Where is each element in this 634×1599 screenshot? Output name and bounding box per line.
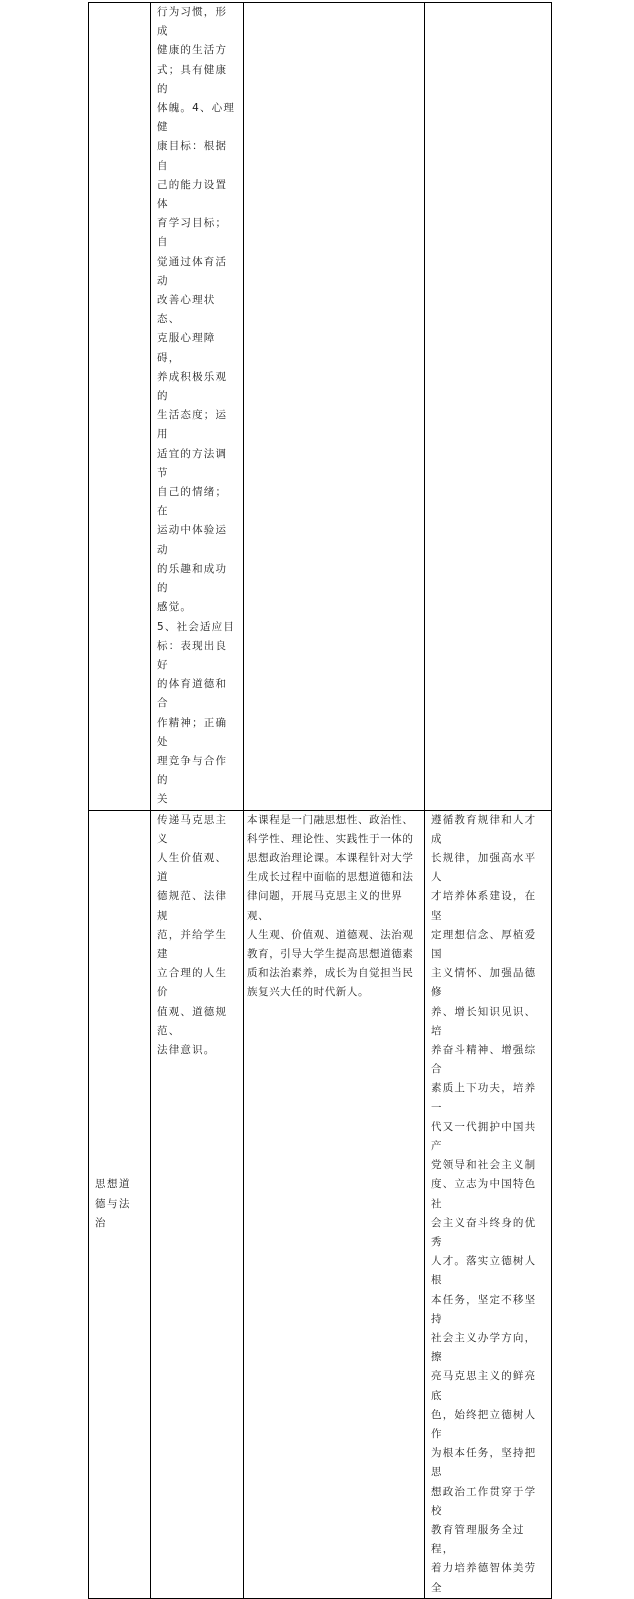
text-line: 质和法治素养，成长为自觉担当民: [247, 967, 414, 980]
course-requirement-text: [425, 811, 551, 1598]
course-objective-text: [151, 3, 243, 810]
text-line: 亮马克思主义的鲜亮底: [431, 1370, 537, 1402]
text-line: 代又一代拥护中国共产: [431, 1120, 537, 1152]
course-content-cell: [244, 810, 425, 1598]
text-line: 养、增长知识见识、培: [431, 1005, 537, 1037]
course-content-cell: [244, 3, 425, 811]
text-line: 育学习目标；自: [157, 217, 228, 249]
text-line: 科学性、理论性、实践性于一体的: [247, 832, 414, 845]
text-line: 色，始终把立德树人作: [431, 1408, 537, 1441]
text-line: 本任务，坚定不移坚持: [431, 1293, 537, 1325]
text-line: 教育，引导大学生提高思想道德素: [247, 947, 414, 960]
text-line: 族复兴大任的时代新人。: [247, 986, 370, 999]
course-requirement-cell: [425, 810, 552, 1598]
text-line: 自己的情绪；在: [157, 486, 228, 518]
text-line: 的乐趣和成功的: [157, 562, 228, 595]
course-objective-cell: [151, 3, 244, 811]
text-line: 改善心理状态、: [157, 294, 216, 326]
course-content-text: [244, 811, 424, 1003]
text-line: 适宜的方法调节: [157, 447, 228, 479]
course-requirement-cell: [425, 3, 552, 811]
text-line: 养成积极乐观的: [157, 370, 228, 403]
course-name-cell: [89, 3, 151, 811]
curriculum-table: [88, 2, 552, 1599]
text-line: 养奋斗精神、增强综合: [431, 1043, 537, 1076]
text-line: 值观、道德规范、: [157, 1005, 228, 1037]
text-line: 社会主义办学方向，擦: [431, 1332, 537, 1364]
text-line: 作精神；正确处: [157, 716, 228, 748]
text-line: 生成长过程中面临的思想道德和法: [247, 871, 414, 884]
text-line: 的体育道德和合: [157, 678, 228, 710]
text-line: 行为习惯，形成: [157, 6, 228, 38]
text-line: 生活态度；运用: [157, 409, 228, 441]
text-line: 式；具有健康的: [157, 63, 228, 95]
text-line: 5、社会适应目: [157, 620, 236, 633]
text-line: 度、立志为中国特色社: [431, 1178, 537, 1210]
text-line: 德规范、法律规: [157, 890, 228, 922]
text-line: 觉通过体育活动: [157, 255, 228, 287]
course-objective-text: [151, 811, 243, 1061]
course-objective-cell: [151, 810, 244, 1598]
text-line: 遵循教育规律和人才成: [431, 813, 537, 845]
text-line: 素质上下功夫，培养一: [431, 1082, 537, 1114]
text-line: 克服心理障碍，: [157, 332, 216, 364]
text-line: 立合理的人生价: [157, 967, 228, 999]
text-line: 关: [157, 793, 169, 806]
table-row: [89, 810, 552, 1598]
text-line: 长规律，加强高水平人: [431, 851, 537, 884]
text-line: 范，并给学生建: [157, 928, 228, 960]
text-line: 律问题，开展马克思主义的世界观、: [247, 890, 403, 922]
text-line: 标：表现出良好: [157, 639, 228, 671]
table-row: [89, 3, 552, 811]
text-line: 教育管理服务全过程，: [431, 1524, 525, 1556]
text-line: 才培养体系建设，在坚: [431, 890, 537, 922]
text-line: 会主义奋斗终身的优秀: [431, 1216, 537, 1248]
text-line: 传递马克思主义: [157, 813, 228, 845]
course-name-text: [95, 1175, 146, 1233]
course-name-cell: [89, 810, 151, 1598]
text-line: 主义情怀、加强品德修: [431, 967, 537, 999]
text-line: 思想政治理论课。本课程针对大学: [247, 851, 414, 864]
text-line: 康目标：根据自: [157, 140, 228, 172]
text-line: 为根本任务，坚持把思: [431, 1447, 537, 1479]
text-line: 人生观、价值观、道德观、法治观: [247, 928, 414, 941]
text-line: 感觉。: [157, 601, 193, 614]
text-line: 体魄。4、心理健: [157, 102, 236, 134]
text-line: 党领导和社会主义制: [431, 1159, 537, 1172]
text-line: 人生价值观、道: [157, 851, 228, 884]
text-line: 己的能力设置体: [157, 178, 228, 211]
text-line: 本课程是一门融思想性、政治性、: [247, 813, 414, 826]
text-line: 着力培养德智体美劳全: [431, 1562, 537, 1594]
text-line: 治: [95, 1216, 107, 1229]
text-line: 思想道: [95, 1178, 131, 1191]
text-line: 定理想信念、厚植爱国: [431, 928, 537, 960]
text-line: 运动中体验运动: [157, 524, 228, 556]
text-line: 想政治工作贯穿于学校: [431, 1485, 537, 1517]
text-line: 法律意识。: [157, 1043, 216, 1056]
text-line: 人才。落实立德树人根: [431, 1255, 537, 1287]
text-line: 德与法: [95, 1197, 131, 1210]
text-line: 健康的生活方: [157, 44, 228, 57]
text-line: 理竞争与合作的: [157, 754, 228, 787]
